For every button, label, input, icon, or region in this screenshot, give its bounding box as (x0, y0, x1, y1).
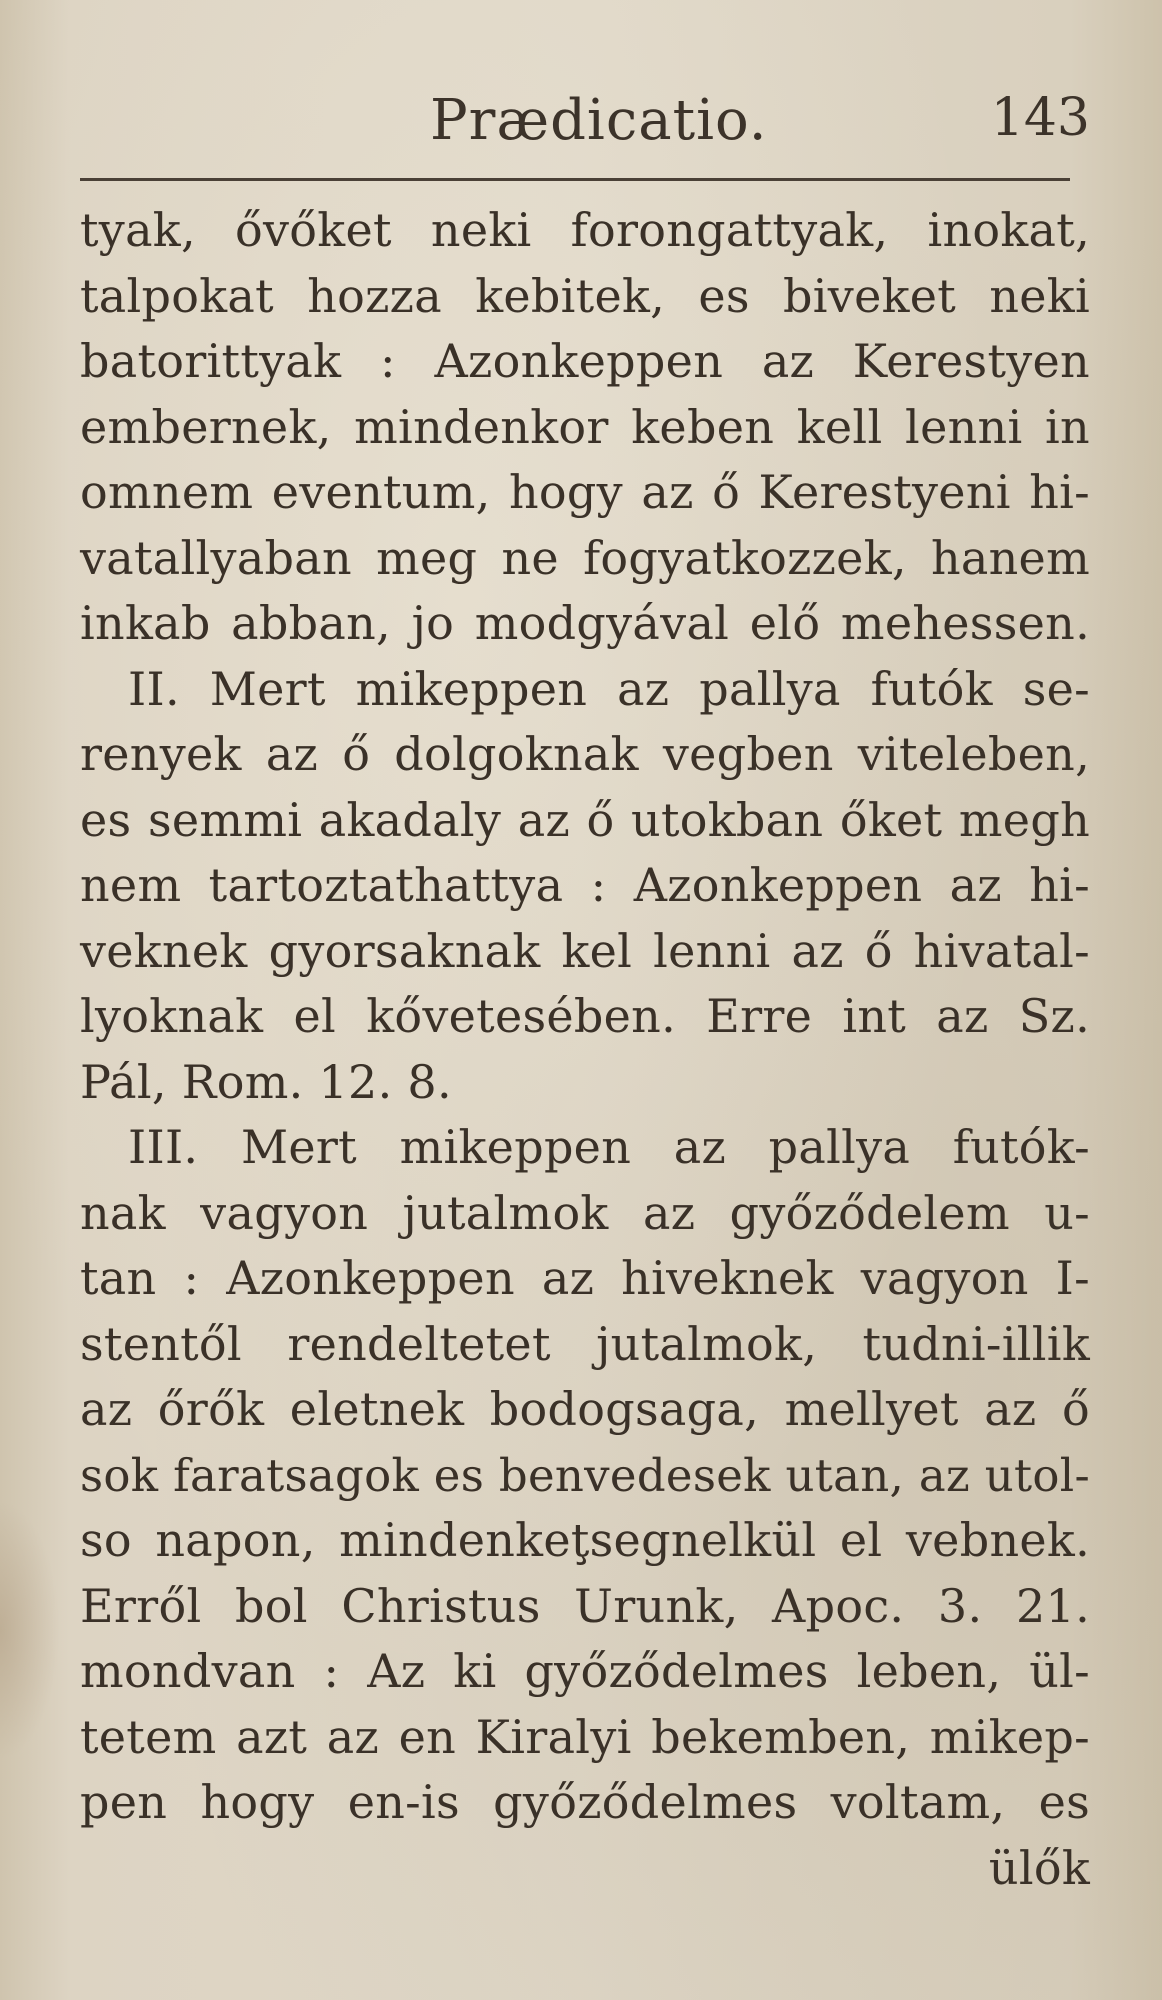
text-line: vatallyaban meg ne fogyatkozzek, hanem (80, 530, 1090, 585)
text-line: mondvan : Az ki győződelmes leben, ül- (80, 1644, 1090, 1698)
text-line: inkab abban, jo modgyával elő mehessen. (80, 596, 1090, 650)
page-number: 143 (990, 88, 1090, 148)
text-line: tetem azt az en Kiralyi bekemben, mikep- (80, 1709, 1090, 1764)
text-line: embernek, mindenkor keben kell lenni in (80, 399, 1090, 454)
body-text (80, 198, 1090, 1901)
text-line: nem tartoztathattya : Azonkeppen az hi- (80, 858, 1090, 912)
text-line: tyak, ővőket neki forongattyak, inokat, (80, 203, 1090, 257)
text-line: renyek az ő dolgoknak vegben viteleben, (80, 727, 1090, 781)
text-line: nak vagyon jutalmok az győződelem u- (80, 1185, 1090, 1240)
paper-stain (0, 1500, 60, 1760)
text-line: talpokat hozza kebitek, es biveket neki (80, 268, 1090, 323)
text-line: omnem eventum, hogy az ő Kerestyeni hi- (80, 465, 1090, 519)
text-line: lyoknak el kővetesében. Erre int az Sz. (80, 989, 1090, 1043)
text-line: so napon, mindenkeţsegnelkül el vebnek. (80, 1513, 1090, 1567)
text-line: az őrők eletnek bodogsaga, mellyet az ő (80, 1382, 1090, 1436)
running-title: Prædicatio. (430, 88, 768, 153)
page-header (80, 80, 1090, 160)
text-line: pen hogy en-is győződelmes voltam, es (80, 1775, 1090, 1829)
text-line: batorittyak : Azonkeppen az Kerestyen (80, 334, 1090, 388)
text-line: es semmi akadaly az ő utokban őket megh (80, 792, 1090, 847)
text-line: III. Mert mikeppen az pallya futók- (128, 1120, 1090, 1174)
text-line: stentől rendeltetet jutalmok, tudni-illik (80, 1316, 1090, 1371)
catchword: ülők (988, 1840, 1090, 1895)
text-line: Erről bol Christus Urunk, Apoc. 3. 21. (80, 1578, 1090, 1633)
header-rule (80, 178, 1070, 181)
text-line: Pál, Rom. 12. 8. (80, 1054, 452, 1109)
text-line: sok faratsagok es benvedesek utan, az utol- (80, 1448, 1090, 1502)
text-line: tan : Azonkeppen az hiveknek vagyon I- (80, 1251, 1090, 1305)
text-line: II. Mert mikeppen az pallya futók se- (128, 661, 1090, 716)
text-line: veknek gyorsaknak kel lenni az ő hivatal- (80, 923, 1090, 978)
